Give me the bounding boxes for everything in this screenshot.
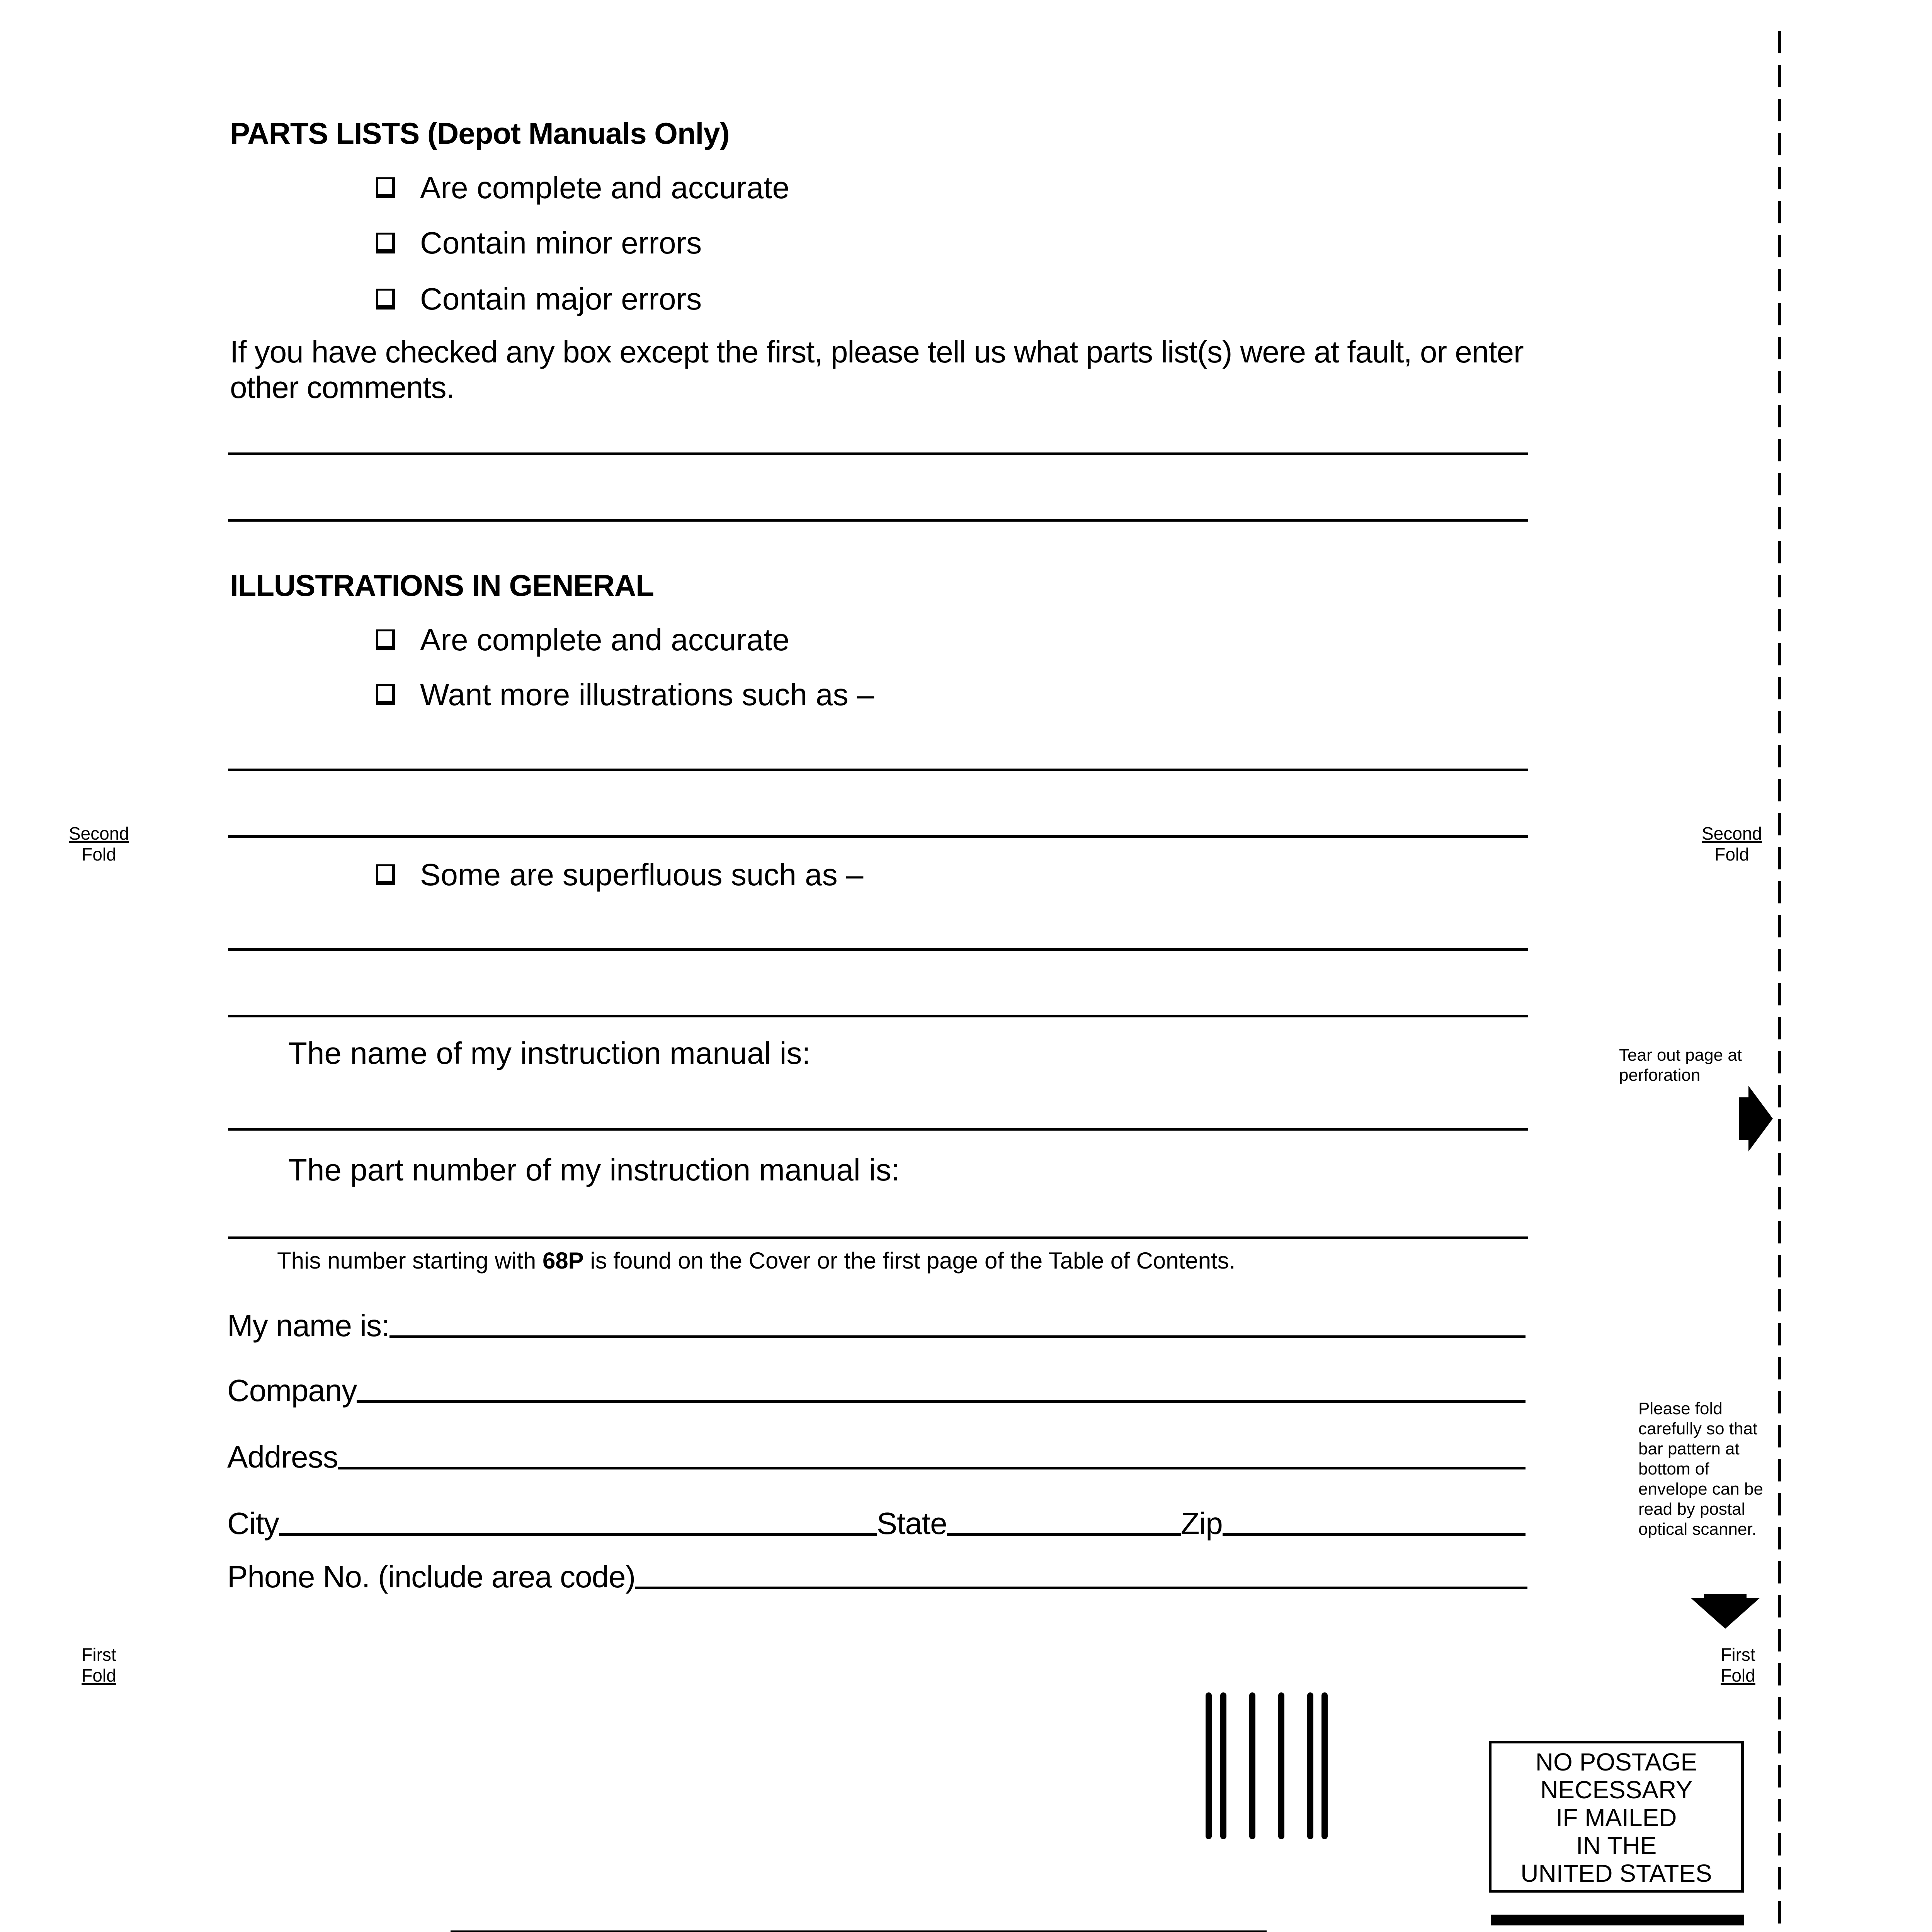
parts-lists-heading: PARTS LISTS (Depot Manuals Only) [230, 116, 730, 150]
perforation-dash [1778, 1595, 1781, 1617]
city-label: City [227, 1506, 279, 1541]
perforation-dash [1778, 983, 1781, 1005]
manual-part-number-label: The part number of my instruction manual is: [288, 1153, 900, 1187]
perforation-dash [1778, 1357, 1781, 1379]
perforation-dash [1778, 371, 1781, 393]
perforation-dash [1778, 575, 1781, 597]
perforation-dash [1778, 711, 1781, 733]
perforation-dash [1778, 133, 1781, 155]
phone-label: Phone No. (include area code) [227, 1560, 636, 1594]
note-bold-prefix: 68P [542, 1248, 584, 1274]
checkbox-icon[interactable] [376, 684, 395, 705]
address-label: Address [227, 1440, 338, 1474]
option-label: Are complete and accurate [420, 622, 790, 657]
perforation-dash [1778, 1799, 1781, 1821]
perforation-dash [1778, 31, 1781, 53]
illustrations-heading: ILLUSTRATIONS IN GENERAL [230, 568, 654, 602]
state-label: State [876, 1506, 947, 1541]
fold-instructions: Please fold carefully so that bar pattern at bottom of envelope can be read by postal optical scanner. [1638, 1399, 1763, 1539]
perforation-dash [1778, 167, 1781, 189]
perforation-dash [1778, 1731, 1781, 1753]
manual-part-number-input-line[interactable] [228, 1236, 1528, 1239]
fold-label-top: Second [1701, 823, 1762, 844]
perforation-dash [1778, 1119, 1781, 1141]
perforation-dash [1778, 1459, 1781, 1481]
no-postage-line: UNITED STATES [1520, 1859, 1712, 1887]
perforation-dash [1778, 405, 1781, 427]
fim-bar [1206, 1692, 1212, 1839]
perforation-dash [1778, 1833, 1781, 1855]
perforation-dash [1778, 473, 1781, 495]
arrow-right-icon [1739, 1086, 1774, 1151]
no-postage-line: IF MAILED [1556, 1804, 1677, 1832]
superfluous-line-2[interactable] [228, 1015, 1528, 1017]
perforation-dash [1778, 1765, 1781, 1787]
note-suffix: is found on the Cover or the first page of the Table of Contents. [583, 1248, 1236, 1274]
second-fold-label-right [1693, 823, 1770, 865]
checkbox-icon[interactable] [376, 233, 395, 253]
business-reply-box [451, 1930, 1267, 1932]
parts-comment-line-1[interactable] [228, 452, 1528, 455]
fold-label-bottom: Fold [1714, 844, 1749, 864]
fold-label-bottom: Fold [82, 1665, 116, 1685]
perforation-dash [1778, 235, 1781, 257]
perforation-dash [1778, 439, 1781, 461]
option-label: Contain major errors [420, 282, 702, 316]
name-field[interactable] [227, 1308, 1526, 1344]
perforation-dash [1778, 337, 1781, 359]
perforation-dash [1778, 1085, 1781, 1107]
fold-label-top: Second [68, 823, 129, 844]
perforation-dash [1778, 813, 1781, 835]
perforation-dash [1778, 1901, 1781, 1923]
fim-bar [1249, 1692, 1255, 1839]
address-input-line[interactable] [338, 1467, 1526, 1469]
state-input-line[interactable] [947, 1533, 1181, 1536]
superfluous-line-1[interactable] [228, 948, 1528, 951]
company-input-line[interactable] [357, 1400, 1526, 1403]
checkbox-icon[interactable] [376, 177, 395, 198]
perforation-dash [1778, 1561, 1781, 1583]
first-fold-label-right [1699, 1644, 1777, 1686]
parts-comment-line-2[interactable] [228, 519, 1528, 522]
perforation-dash [1778, 1697, 1781, 1719]
perforation-dash [1778, 65, 1781, 87]
address-field[interactable] [227, 1439, 1526, 1475]
indicia-bars [1491, 1915, 1744, 1932]
checkbox-icon[interactable] [376, 289, 395, 310]
fim-bar [1278, 1692, 1284, 1839]
perforation-dash [1778, 1017, 1781, 1039]
perforation-dash [1778, 949, 1781, 971]
facing-identification-mark [1206, 1692, 1333, 1839]
perforation-dash [1778, 1391, 1781, 1413]
perforation-dash [1778, 1187, 1781, 1209]
fim-bar [1220, 1692, 1226, 1839]
perforation-dash [1778, 507, 1781, 529]
perforation-line[interactable] [1778, 31, 1781, 1932]
manual-name-input-line[interactable] [228, 1128, 1528, 1131]
note-prefix: This number starting with [277, 1248, 543, 1274]
name-label: My name is: [227, 1308, 390, 1343]
name-input-line[interactable] [389, 1335, 1526, 1338]
illustrations-option-superfluous[interactable] [376, 857, 863, 893]
perforation-dash [1778, 1153, 1781, 1175]
perforation-dash [1778, 1289, 1781, 1311]
fim-bar [1307, 1692, 1313, 1839]
phone-field[interactable] [227, 1559, 1527, 1595]
second-fold-label-left [60, 823, 138, 865]
company-field[interactable] [227, 1373, 1526, 1408]
illustrations-option-complete[interactable] [376, 622, 789, 658]
perforation-dash [1778, 269, 1781, 291]
fold-label-bottom: Fold [1721, 1665, 1755, 1685]
perforation-dash [1778, 1527, 1781, 1549]
parts-option-minor-errors[interactable] [376, 225, 702, 261]
fold-label-top: First [82, 1645, 116, 1665]
perforation-dash [1778, 881, 1781, 903]
fim-bar [1321, 1692, 1328, 1839]
option-label: Want more illustrations such as – [420, 677, 874, 712]
perforation-dash [1778, 677, 1781, 699]
manual-name-label: The name of my instruction manual is: [288, 1036, 811, 1070]
first-fold-label-left [60, 1644, 138, 1686]
perforation-dash [1778, 847, 1781, 869]
arrow-down-icon [1690, 1594, 1760, 1629]
perforation-dash [1778, 303, 1781, 325]
zip-label: Zip [1180, 1506, 1223, 1541]
illustrations-option-want-more[interactable] [376, 677, 874, 713]
want-more-line-1[interactable] [228, 769, 1528, 771]
parts-instruction: If you have checked any box except the first, please tell us what parts list(s) were at fault, or enter other comments. [230, 335, 1524, 405]
part-number-note [277, 1247, 1235, 1274]
no-postage-box [1489, 1741, 1744, 1893]
perforation-dash [1778, 745, 1781, 767]
perforation-dash [1778, 99, 1781, 121]
option-label: Contain minor errors [420, 226, 702, 260]
parts-option-major-errors[interactable] [376, 281, 702, 317]
zip-input-line[interactable] [1223, 1533, 1526, 1536]
option-label: Some are superfluous such as – [420, 857, 864, 892]
perforation-dash [1778, 915, 1781, 937]
perforation-dash [1778, 609, 1781, 631]
checkbox-icon[interactable] [376, 864, 395, 885]
checkbox-icon[interactable] [376, 629, 395, 650]
perforation-dash [1778, 1323, 1781, 1345]
perforation-dash [1778, 779, 1781, 801]
city-state-zip-row [227, 1506, 1526, 1541]
perforation-dash [1778, 1629, 1781, 1651]
perforation-dash [1778, 1255, 1781, 1277]
city-input-line[interactable] [279, 1533, 877, 1536]
perforation-dash [1778, 1221, 1781, 1243]
parts-option-complete[interactable] [376, 170, 789, 206]
perforation-dash [1778, 643, 1781, 665]
perforation-dash [1778, 541, 1781, 563]
fold-label-bottom: Fold [82, 844, 116, 864]
perforation-dash [1778, 201, 1781, 223]
perforation-dash [1778, 1051, 1781, 1073]
option-label: Are complete and accurate [420, 170, 790, 205]
perforation-dash [1778, 1663, 1781, 1685]
indicia-bar [1491, 1915, 1744, 1925]
tear-out-note: Tear out page at perforation [1619, 1046, 1742, 1085]
no-postage-line: NECESSARY [1540, 1776, 1692, 1804]
perforation-dash [1778, 1493, 1781, 1515]
company-label: Company [227, 1373, 357, 1408]
no-postage-line: IN THE [1576, 1832, 1657, 1859]
phone-input-line[interactable] [635, 1587, 1527, 1589]
perforation-dash [1778, 1867, 1781, 1889]
no-postage-line: NO POSTAGE [1535, 1748, 1697, 1776]
perforation-dash [1778, 1425, 1781, 1447]
fold-label-top: First [1721, 1645, 1755, 1665]
want-more-line-2[interactable] [228, 835, 1528, 838]
